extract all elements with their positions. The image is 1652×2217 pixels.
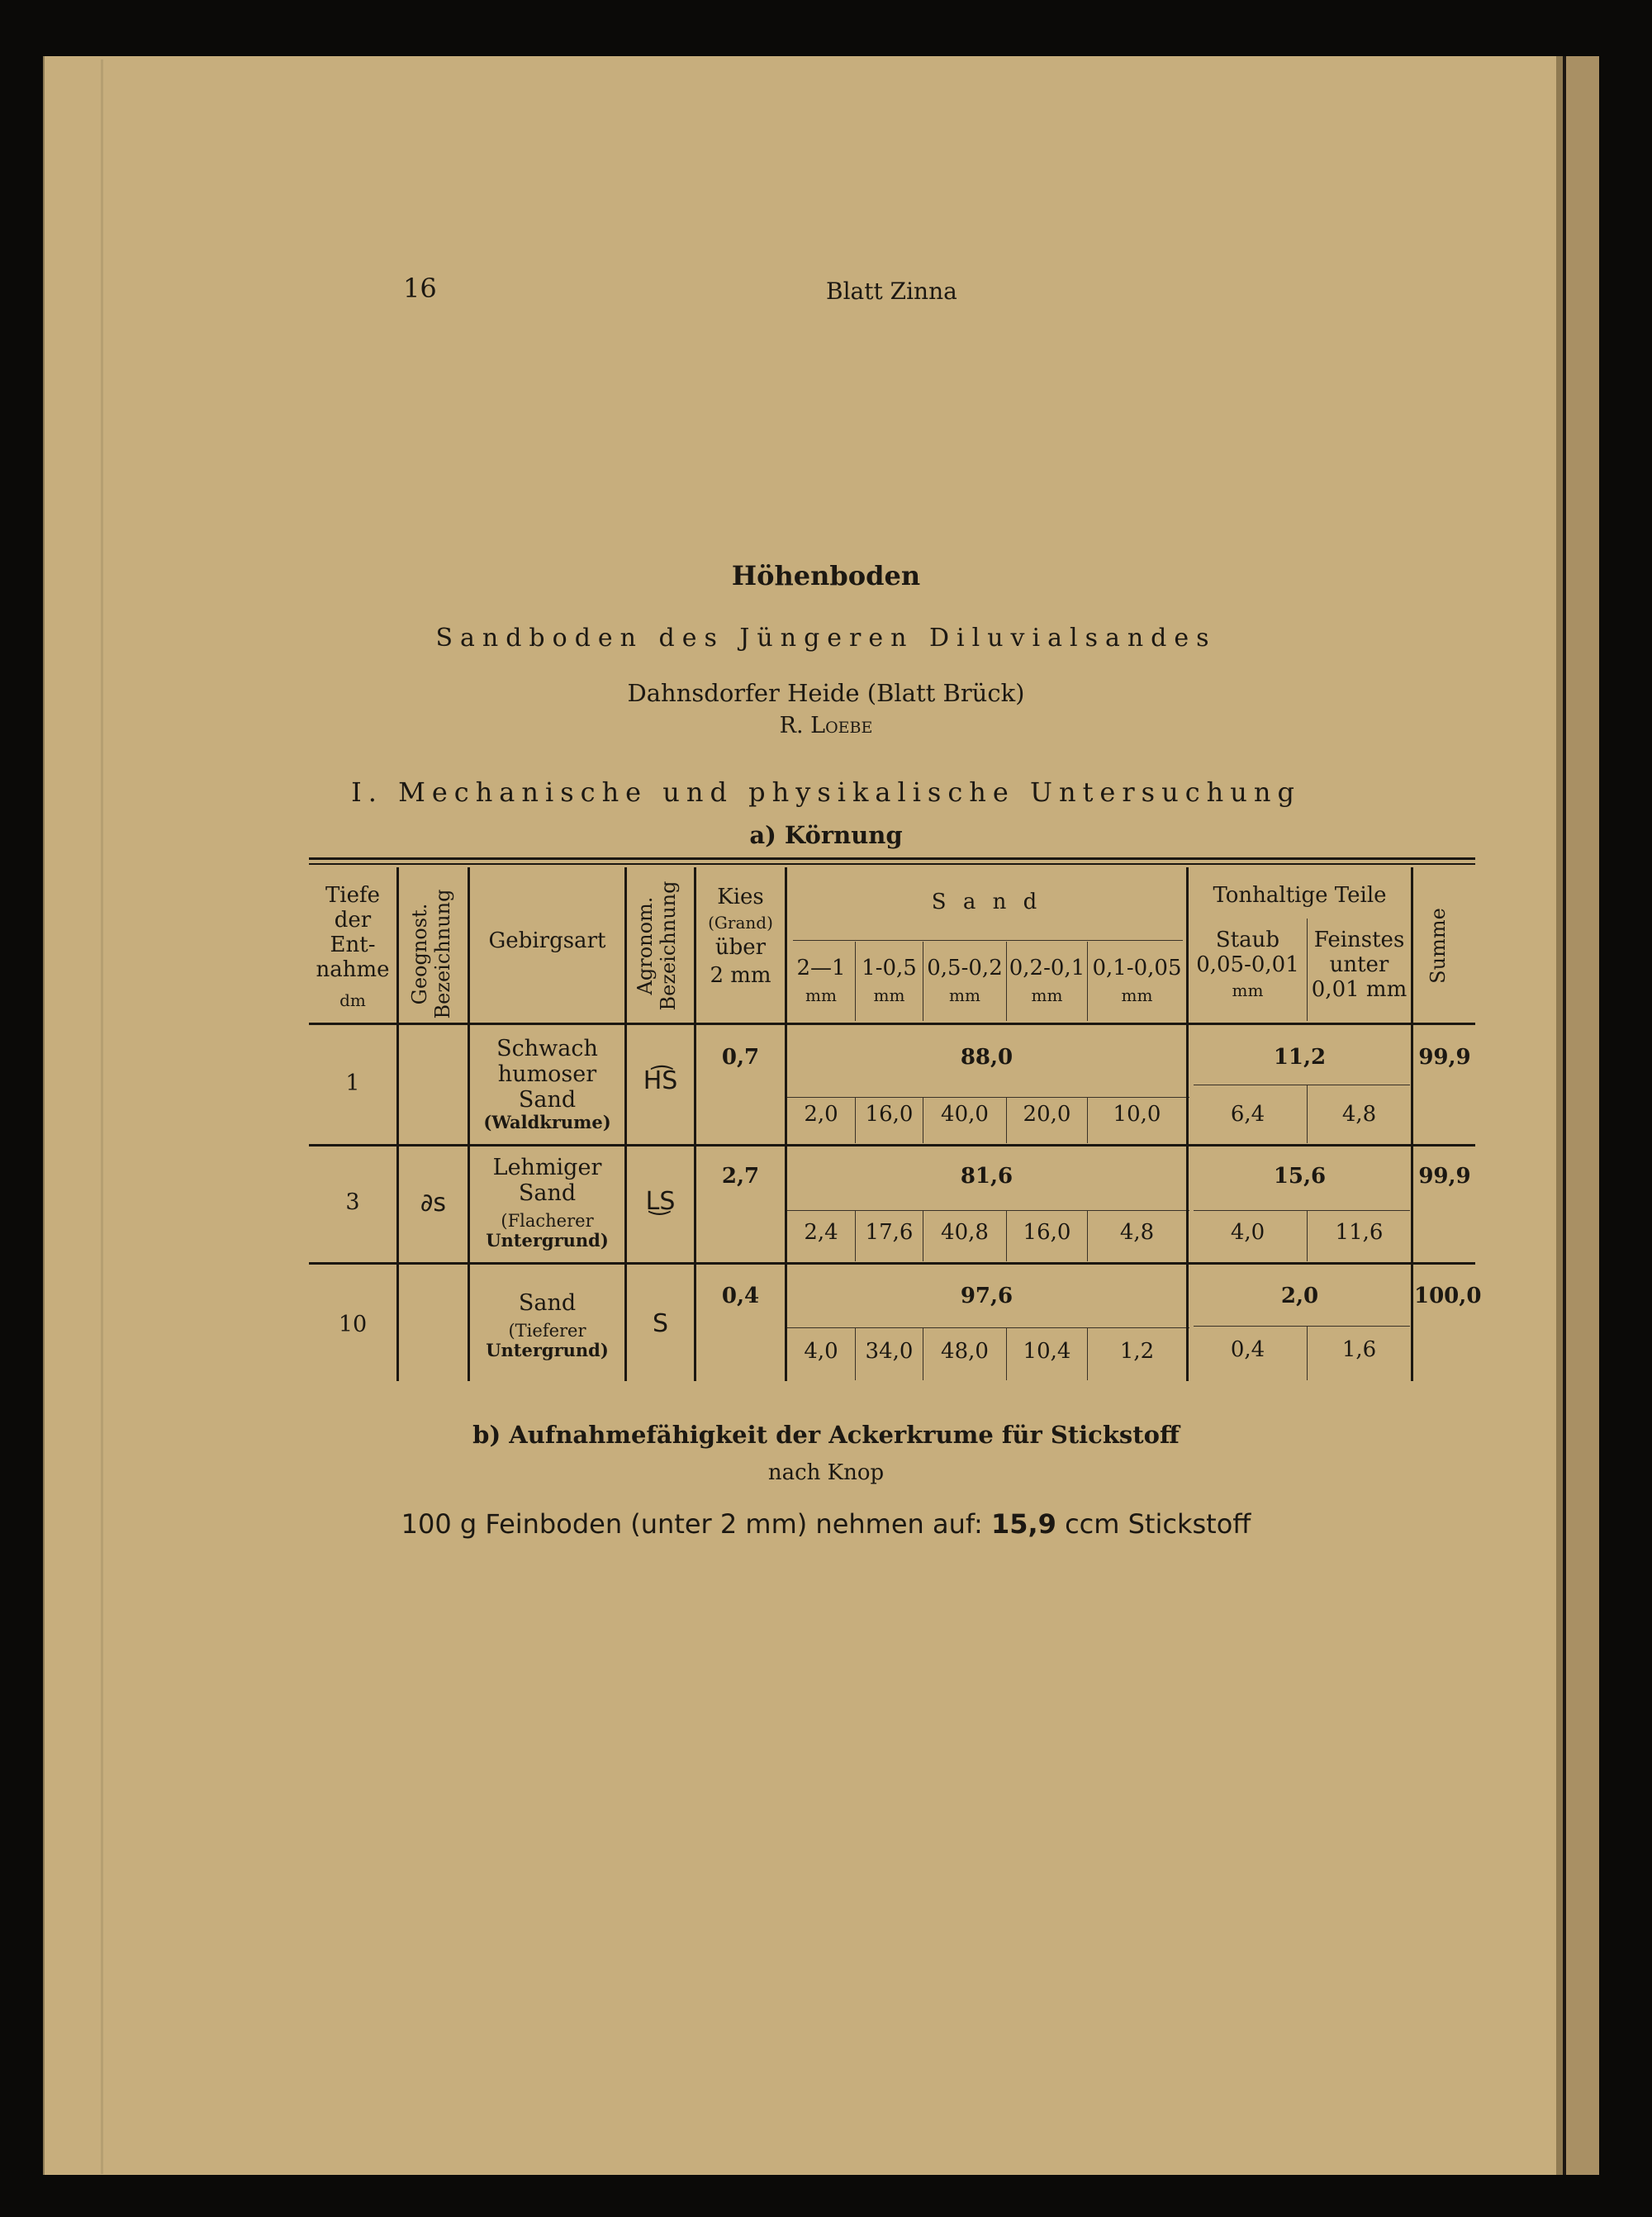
section-title: I. Mechanische und physikalische Untersuchung — [351, 776, 1301, 808]
row-agronom: L͜S — [645, 1187, 676, 1216]
row3-split — [786, 1327, 1189, 1328]
header-sand: S a n d — [931, 890, 1042, 914]
header-dust: Staub 0,05-0,01 mm — [1196, 928, 1299, 1000]
row-sand-5: 10,0 — [1113, 1102, 1161, 1127]
header-sand-fraction-1: 2—1 mm — [796, 956, 846, 1005]
row-rock-type: Lehmiger Sand (Flacherer Untergrund) — [486, 1155, 609, 1251]
row-sand-3: 48,0 — [941, 1339, 989, 1364]
header-fine: Feinstes unter 0,01 mm — [1311, 928, 1408, 1002]
result-value: 15,9 — [990, 1508, 1056, 1540]
row-clay-fine: 4,8 — [1341, 1102, 1377, 1127]
header-gravel: Kies (Grand) über 2 mm — [708, 885, 773, 988]
col-rule-7 — [1411, 867, 1413, 1381]
row-clay-total: 2,0 — [1280, 1284, 1319, 1308]
row-depth: 1 — [345, 1071, 360, 1096]
header-sand-fraction-4: 0,2-0,1 mm — [1009, 956, 1085, 1005]
location: Dahnsdorfer Heide (Blatt Brück) — [627, 679, 1025, 707]
row-clay-total: 15,6 — [1273, 1164, 1327, 1189]
row1-bottom-rule — [309, 1144, 1475, 1146]
row-sum: 100,0 — [1414, 1284, 1482, 1308]
header-depth: Tiefe der Ent- nahme dm — [316, 883, 390, 1010]
page-gutter — [1556, 56, 1563, 2175]
row-rock-type: Sand (Tieferer Untergrund) — [486, 1290, 609, 1361]
col-rule-3 — [624, 867, 627, 1381]
row-sand-2: 34,0 — [865, 1339, 914, 1364]
result-prefix: 100 g Feinboden (unter 2 mm) nehmen auf: — [401, 1508, 983, 1540]
row-clay-dust: 6,4 — [1230, 1102, 1265, 1127]
row-sand-3: 40,0 — [941, 1102, 989, 1127]
row-sand-total: 97,6 — [960, 1284, 1014, 1308]
header-rock: Gebirgsart — [488, 928, 606, 953]
row-gravel: 2,7 — [721, 1164, 760, 1189]
subsection-b-method: nach Knop — [767, 1460, 885, 1485]
row-sand-2: 16,0 — [865, 1102, 914, 1127]
header-sand-fraction-3: 0,5-0,2 mm — [927, 956, 1003, 1005]
row-sand-3: 40,8 — [941, 1220, 989, 1245]
row-sand-2: 17,6 — [865, 1220, 914, 1245]
row-clay-fine: 1,6 — [1341, 1337, 1377, 1362]
header-sand-fraction-5: 0,1-0,05 mm — [1092, 956, 1182, 1005]
row-sum: 99,9 — [1418, 1045, 1471, 1070]
row-sand-4: 10,4 — [1023, 1339, 1071, 1364]
page-number: 16 — [403, 273, 437, 304]
row-gravel: 0,4 — [721, 1284, 760, 1308]
row-sum: 99,9 — [1418, 1164, 1471, 1189]
row-sand-4: 20,0 — [1023, 1102, 1071, 1127]
row1-split — [786, 1097, 1189, 1098]
row-sand-1: 4,0 — [804, 1339, 838, 1364]
row-clay-dust: 0,4 — [1230, 1337, 1265, 1362]
row-sand-total: 81,6 — [960, 1164, 1014, 1189]
geognost-symbol: ∂s — [420, 1189, 447, 1218]
row-sand-5: 4,8 — [1119, 1220, 1155, 1245]
subsection-a-title: a) Körnung — [749, 821, 903, 849]
nitrogen-result — [0, 1508, 1652, 1540]
result-suffix: ccm Stickstoff — [1065, 1508, 1251, 1540]
row-sand-total: 88,0 — [960, 1045, 1014, 1070]
row-sand-1: 2,4 — [804, 1220, 838, 1245]
row-clay-dust: 4,0 — [1230, 1220, 1265, 1245]
row-sand-4: 16,0 — [1023, 1220, 1071, 1245]
table-top-rule — [309, 857, 1475, 860]
row-rock-type: Schwach humoser Sand (Waldkrume) — [483, 1036, 611, 1133]
col-rule-1 — [396, 867, 399, 1381]
row-depth: 10 — [338, 1312, 368, 1337]
row2-bottom-rule — [309, 1262, 1475, 1265]
adjacent-page-edge — [1563, 56, 1599, 2175]
header-agronom: Agronom. Bezeichnung — [634, 881, 680, 1011]
row-clay-total: 11,2 — [1273, 1045, 1327, 1070]
header-clay: Tonhaltige Teile — [1213, 883, 1387, 908]
row-sand-5: 1,2 — [1119, 1339, 1155, 1364]
subtitle: Sandboden des Jüngeren Diluvialsandes — [435, 624, 1217, 653]
page-edge-shadow — [101, 59, 103, 2174]
header-geognost: Geognost. Bezeichnung — [408, 889, 454, 1019]
row2-clay-split — [1194, 1210, 1410, 1211]
row2-split — [786, 1210, 1189, 1211]
table-top-rule-2 — [309, 863, 1475, 865]
subsection-b-title: b) Aufnahmefähigkeit der Ackerkrume für Stickstoff — [472, 1421, 1180, 1449]
author: R. Loebe — [779, 713, 873, 738]
main-title: Höhenboden — [731, 560, 921, 591]
row3-clay-split — [1194, 1326, 1410, 1327]
row-sand-1: 2,0 — [804, 1102, 838, 1127]
header-sand-fraction-2: 1-0,5 mm — [862, 956, 917, 1005]
header-bottom-rule — [309, 1023, 1475, 1025]
row-clay-fine: 11,6 — [1335, 1220, 1384, 1245]
row-agronom: H͡S — [643, 1066, 678, 1095]
row-gravel: 0,7 — [721, 1045, 760, 1070]
sand-subheader-rule — [793, 940, 1183, 941]
running-head: Blatt Zinna — [826, 278, 957, 305]
row-agronom: S — [652, 1309, 669, 1338]
row-depth: 3 — [345, 1189, 360, 1215]
header-sum: Summe — [1427, 908, 1450, 984]
